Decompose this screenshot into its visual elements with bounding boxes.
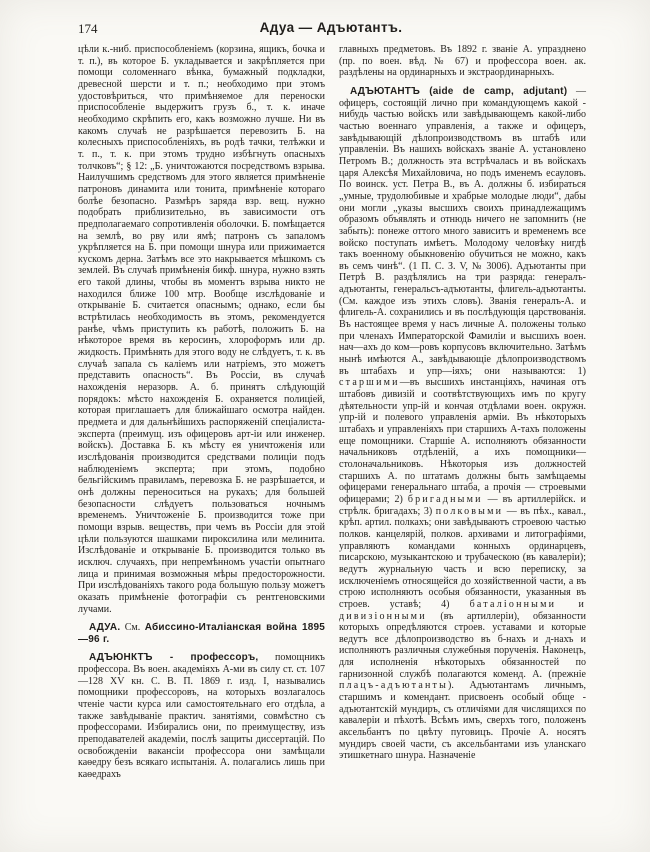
text-run: (въ артиллеріи), обязанности которыхъ опредѣляются строев. уставами и которые ведутъ все дѣлопроизводство въ б-нахъ и д-нахъ и исполняютъ различныя служебныя порученія. Наконецъ, для исполненія нѣкоторыхъ обязанностей по гарнизонной службѣ полагаются коменд. А. (прежніе [339,610,586,680]
text-run: помощникъ профессора. Въ воен. академіяхъ А-ми въ силу ст. ст. 107—128 XV кн. С. В. П. 1869 г. изд. I, назывались помощники профессоровъ, на которыхъ возлагалось чтеніе части курса или самостоятельнаго его отдѣла, а также завѣдываніе практич. занятіями, совмѣстно съ профессорами. Избирались они, по преимуществу, изъ преподавателей академіи, послѣ защиты диссертацій. По освобожденіи вакансіи профессора они замѣщали каѳедру безъ всякаго испытанія. А. полагались лишь при каѳедрахъ [78,652,325,781]
text-run: — офицеръ, состоящій лично при командующемъ какой - нибудь частью войскъ или завѣдывающемъ какой-либо частью военнаго управленія, а также и офицеръ, завѣдывающій дѣлопроизводствомъ въ штабѣ или управленіи. Въ нашихъ войскахъ званіе А. установлено Петромъ В.; должность эта встрѣчалась и въ войскахъ царя Алексѣя Михайловича, но подъ именемъ есауловъ. По воинск. уст. Петра В., въ А. должны б. избираться „умные, трудолюбивые и храбрые молодые люди“, дабы они могли „указы высшихъ своихъ принадлежащимъ образомъ объявлять и отнюдь ничего не запомнить (не забыть): понеже оттого много зависитъ и временемъ все войско поступать имѣетъ. Молодому человѣку нигдѣ такъ военному обыкновенію обучиться не можно, какъ въ семъ чинѣ“. (1 П. С. З. V, № 3006). Адъютанты при Петрѣ В. раздѣлялись на три разряда: генералъ-адъютанты, генеральсъ-адъютанты, флигель-адъютанты. (См. каждое изъ этихъ словъ). Званія генералъ-А. и флигель-А. сохранились и въ послѣдующія царствованія. Въ настоящее время у насъ личные А. положены только при членахъ Императорской Фамиліи и высшихъ воен. нач—ахъ до ком—ровъ корпусовъ включительно. Затѣмъ нынѣ имѣются А., завѣдывающіе дѣлопроизводствомъ въ штабахъ и упр—іяхъ; они называются: 1) [339,85,586,377]
page-number: 174 [78,21,98,36]
running-title: Адуа — Адъютантъ. [259,20,403,35]
paragraph [339,44,586,79]
text-run: плацъ-адъютанты [339,680,449,692]
entry-headword: Абиссино-Италіанская война 1895—96 г. [78,622,325,645]
entry-headword: АДУА. [89,622,121,634]
text-columns [78,44,586,781]
text-run: бригадными [407,493,483,505]
entry-headword: АДЪЮНКТЪ - профессоръ, [89,652,259,664]
entry-headword: АДЪЮТАНТЪ (aide de camp, adjutant) [350,85,568,97]
paragraph [78,44,325,615]
page-header [78,20,584,38]
text-run: ). Адъютантамъ личнымъ, старшимъ и комендант. присвоенъ особый обще - адъютантскій мундиръ, съ отличіями для числящихся по кавалеріи и пѣхотѣ. Всѣмъ имъ, сверхъ того, положенъ аксельбантъ по цвѣту пуговицъ. Прочіе А. носятъ мундиръ своей части, съ аксельбантами изъ уланскаго этишкетнаго шнура. Назначеніе [339,680,586,762]
text-run: цѣли к.-ниб. приспособленіемъ (корзина, ящикъ, бочка и т. п.), въ которое Б. укладывается и закрѣпляется при помощи соломеннаго вѣнка, бумажный подкладки, древесной шерсти и т. п.; необходимо при этомъ удостовѣриться, что примѣняемое для переноски приспособленіе выдержитъ грузъ б., т. к. иначе необходимо скрѣпить его, какъ возможно лучше. Ни въ какомъ случаѣ не разрѣшается перевозить Б. на колесныхъ приспособленіяхъ, въ родѣ тачки, телѣжки и т. п., т. к. при этомъ трудно избѣгнуть опасныхъ толчковъ“; § 12: „Б. уничтожаются посредствомъ взрыва. Наилучшимъ средствомъ для этого является примѣненіе патроновъ динамита или тонита, примѣненіе котораго болѣе безопасно. Размѣръ заряда взр. вещ. нужно подобрать приблизительно, въ зависимости отъ предполагаемаго сопротивленія оболочки. Б. помѣщается на землѣ, во рву или ямѣ; патронъ съ запаломъ укрѣпляется на Б. при помощи шнура или прижимается кускомъ дерна. Затѣмъ все это накрывается мѣшкомъ съ землей. Въ случаѣ примѣненія бикф. шнура, нужно взять его такой длины, чтобы въ моментъ взрыва никто не находился ближе 100 мтр. Вообще изслѣдованіе и открываніе Б. считается опаснымъ; однако, если бы встрѣтилась необходимость въ этомъ, рекомендуется ранѣе, чѣмъ приступить къ работѣ, положить Б. на нѣкоторое время въ керосинъ, хлороформъ или др. жидкость. Примѣнять для этого воду не слѣдуетъ, т. к. въ случаѣ запала съ каліемъ или натріемъ, это можетъ представить опасность“. Въ Россіи, въ случаѣ нахожденія неразорв. А. б. принятъ слѣдующій порядокъ: мѣсто нахожденія Б. охраняется полиціей, которая приглашаетъ для ближайшаго осмотра найден. предмета и для дальнѣйшихъ распоряженій спеціалиста-эксперта (преимущ. изъ офицеровъ арт-іи или инженер. войскъ). Доставка Б. къ мѣсту ея уничтоженія или изслѣдованія производится средствами полиціи подъ наблюденіемъ эксперта; при этомъ, подобно бельгійскимъ правиламъ, перевозка Б. не разрѣшается, и онѣ должны переноситься на рукахъ; для большей безопасности слѣдуетъ пользоваться ночнымъ временемъ. Уничтоженіе Б. производится тоже при помощи взрыв. веществъ, при чемъ въ Россіи для этой цѣли пользуются шашками пироксилина или мелинита. Изслѣдованіе и открываніе Б. производится только въ исключ. случаяхъ, при непремѣнномъ участіи опытнаго лица и принимая возможныя мѣры предосторожности. При изслѣдованіяхъ такого рода большую пользу можетъ оказать примѣненіе фотографіи съ рентгеновскими лучами. [78,44,325,615]
paragraph [339,86,586,762]
paragraph [78,622,325,645]
text-run: — въ пѣх., кавал., крѣп. артил. полкахъ; они завѣдываютъ строевою частью полков. канцелярій, полков. архивами и литографіями, управляютъ командами конныхъ ординарцевъ, писарскою, музыкантскою и трубаческою (въ кавалеріи); ведутъ журнальную часть и всю переписку, за исключеніемъ относящейся до хозяйственной части, а въ строю исполняютъ особыя обязанности, указанныя въ строев. уставѣ; 4) [339,505,586,610]
text-run: старшими [339,377,400,389]
text-run: полковыми [435,505,504,517]
text-run: —въ высшихъ инстанціяхъ, начиная отъ штабовъ дивизій и соотвѣтствующихъ имъ по кругу дѣятельности упр-ій и кончая отдѣлами воен. окружн. упр-ій и полевого управленія арміи. Въ нѣкоторыхъ штабахъ и управленіяхъ при старшихъ А-тахъ положены еще помощники. Старшіе А. исполняютъ обязанности начальниковъ отдѣленій, а ихъ помощники—столоначальниковъ. Нѣкоторыя изъ должностей старшихъ А. по штатамъ должны быть замѣщаемы офицерами генеральнаго штаба, а прочія — строевыми офицерами; 2) [339,377,586,505]
text-run: баталіонными и дивизіонными [339,598,587,622]
right-column [339,44,586,781]
paragraph [78,652,325,780]
left-column [78,44,325,781]
text-run: главныхъ предметовъ. Въ 1892 г. званіе А. упразднено (пр. по воен. вѣд. № 67) и профессора воен. ак. раздѣлены на ординарныхъ и экстраординарныхъ. [339,44,586,79]
text-run: См. [120,622,145,634]
text-run: — въ артиллерійск. и стрѣлк. бригадахъ; 3) [339,493,586,517]
